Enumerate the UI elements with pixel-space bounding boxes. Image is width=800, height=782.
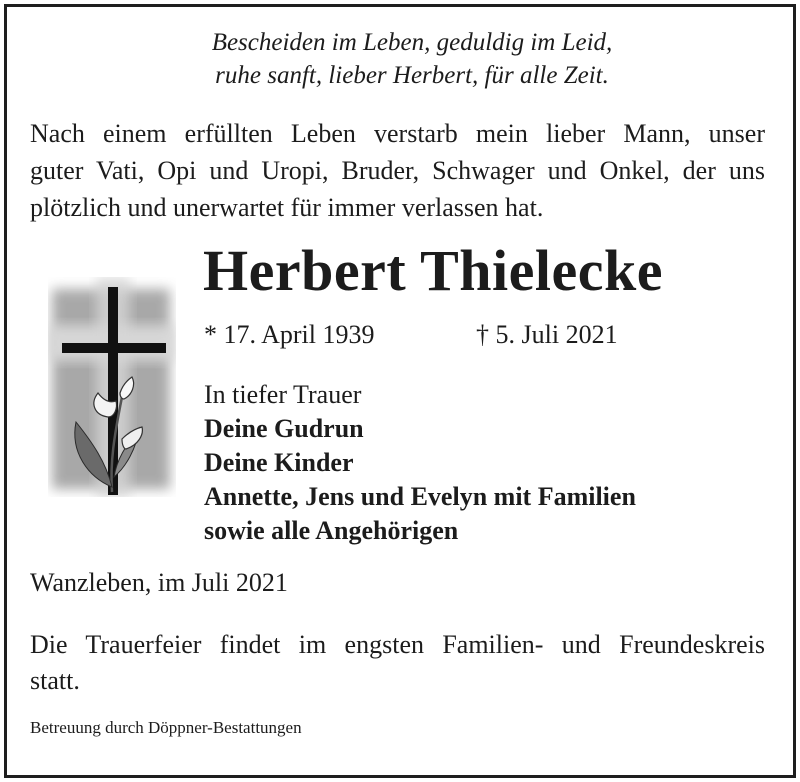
life-dates [204,320,618,350]
ceremony-note [30,627,765,699]
birth-date: * 17. April 1939 [204,320,375,349]
mourner-line: Annette, Jens und Evelyn mit Familien [204,482,636,511]
ceremony-line: statt. [30,666,80,695]
intro-line: guter Vati, Opi und Uropi, Bruder, Schwager und Onkel, der uns [30,156,765,185]
motto [0,26,800,92]
ceremony-line: Die Trauerfeier findet im engsten Familien- und Freundeskreis [30,630,765,659]
motto-line: ruhe sanft, lieber Herbert, für alle Zeit. [215,62,609,89]
place-and-date: Wanzleben, im Juli 2021 [30,568,288,597]
cross-with-lily-icon [48,277,176,497]
mourning-heading: In tiefer Trauer [204,380,362,409]
mourner-line: sowie alle Angehörigen [204,516,459,545]
intro-line: plötzlich und unerwartet für immer verlassen hat. [30,193,544,222]
death-date: † 5. Juli 2021 [476,320,618,349]
intro-line: Nach einem erfüllten Leben verstarb mein lieber Mann, unser [30,119,765,148]
mourner-line: Deine Kinder [204,448,354,477]
motto-line: Bescheiden im Leben, geduldig im Leid, [211,29,613,56]
mourners-block [204,378,636,548]
funeral-home-credit: Betreuung durch Döppner-Bestattungen [30,718,302,737]
intro-text [30,115,765,226]
mourner-line: Deine Gudrun [204,414,364,443]
deceased-name: Herbert Thielecke [203,238,664,303]
